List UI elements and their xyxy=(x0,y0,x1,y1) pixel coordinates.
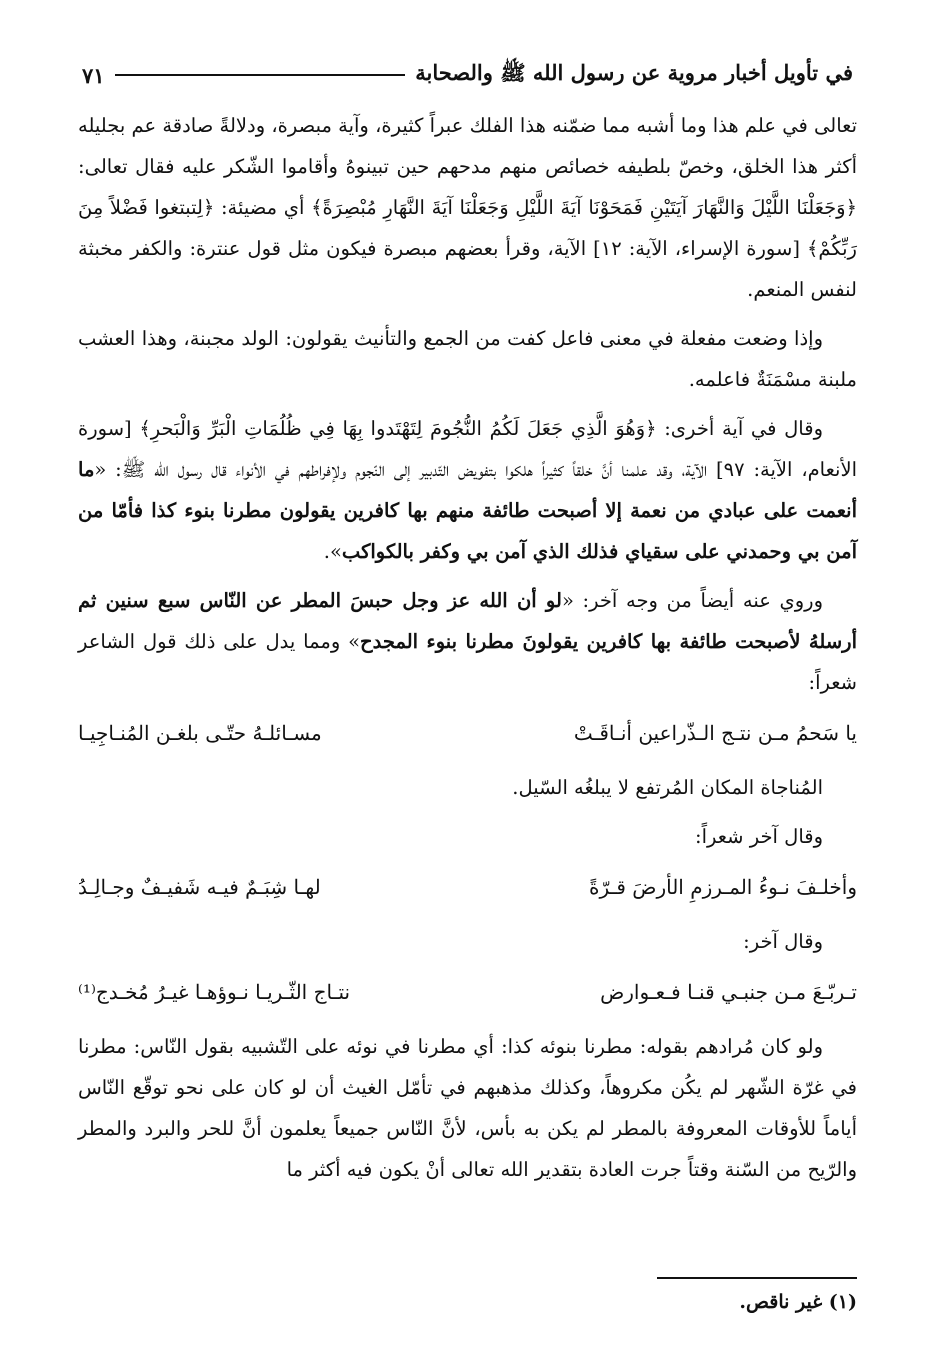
verse-1-first-hemistich: يا سَحمُ مـن نتـج الـذّراعين أنـاقَـتْ xyxy=(573,721,857,745)
paragraph-3 xyxy=(78,408,857,572)
paragraph-5: ولو كان مُرادهم بقوله: مطرنا بنوئه كذا: أي مطرنا في نوئه على التّشبيه بقول النّاس: مطرنا في غرّة الشّهر لم يكُن مكروهاً، وكذلك مذهبهم في تأمّل الغيث أن لو كان على نحو توقّع النّاس أياماً للأوقات المعروفة بالمطر لم يكن به بأس، لأنَّ النّاس جميعاً يعلمون أنَّ للحر والبرد والمطر والرّيح من السّنة وقتاً جرت العادة بتقدير الله تعالى أنْ يكون فيه أكثر ما xyxy=(78,1035,857,1181)
verse-2-first-hemistich: وأخلـفَ نـوءُ المـرزمِ الأرضَ قـرّةً xyxy=(588,875,857,899)
verse-1-second-hemistich: مسـائلـهُ حتّـى بلغـن المُنـاجِيـا xyxy=(78,721,322,745)
hadith-quote-1: ما أنعمت على عبادي من نعمة إلا أصبحت طائفة منهم بها كافرين يقولون مطرنا بنوء كذا فأمّا من آمن بي وحمدني على سقياي فذلك الذي آمن بي وكفر بالكواكب xyxy=(78,458,857,563)
poem-intro-2: وقال آخر شعراً: xyxy=(695,825,823,848)
verse-3 xyxy=(78,970,857,1014)
page-number: ٧١ xyxy=(82,62,105,88)
paragraph-2: وإذا وضعت مفعلة في معنى فاعل كفت من الجمع والتأنيث يقولون: الولد مجبنة، وهذا العشب ملبنة مسْمَنَةٌ فاعلمه. xyxy=(78,327,857,391)
paragraph-4-text: وروي عنه أيضاً من وجه آخر: « xyxy=(561,589,823,612)
hadith-quote-2: لو أن الله عز وجل حبسَ المطر عن النّاس سبع سنين ثم أرسلهُ لأصبحت طائفة بها كافرين يقولونَ مطرنا بنوء المجدح xyxy=(78,589,857,653)
header-rule xyxy=(115,74,406,76)
header-title: في تأويل أخبار مروية عن رسول الله ﷺ والصحابة xyxy=(415,59,853,85)
paragraph-3-text: وقال في آية أخرى: ﴿وَهُوَ الَّذِي جَعَلَ لَكُمُ النُّجُومَ لِتَهْتَدوا بِهَا فِي ظُلُمَاتِ الْبَرِّ وَالْبَحرِ﴾ [سورة الأنعام، الآية: ٩٧] الآية، وقد علمنا أنَّ خلقاً كثيراً هلكوا بتفويض التّدبير إلى النّجوم ولإفراطهم في الأنواء قال رسول الله ﷺ: « xyxy=(78,417,857,481)
body-text xyxy=(78,105,857,1198)
paragraph-4-end: » ومما يدل على ذلك قول الشاعر شعراً: xyxy=(78,630,857,694)
paragraph-3-end: ». xyxy=(323,540,342,563)
poem-intro-3: وقال آخر: xyxy=(743,930,823,953)
verse-2-second-hemistich: لهـا شِبَـمٌ فيـه شَفيـفٌ وجـالِـدُ xyxy=(78,875,321,899)
verse-1-note: المُناجاة المكان المُرتفع لا يبلغُه السّيل. xyxy=(512,776,823,799)
footnote: (١) غير ناقص. xyxy=(739,1291,857,1313)
verse-1 xyxy=(78,711,857,755)
footnote-rule xyxy=(657,1277,857,1279)
verse-3-first-hemistich: تـربّـعَ مـن جنبـي قنـا فـعـوارض xyxy=(600,980,857,1004)
verse-2 xyxy=(78,865,857,909)
paragraph-4 xyxy=(78,580,857,703)
running-header xyxy=(82,55,853,95)
verse-3-second-hemistich: نتـاج الثّـريـا نـوؤهـا غيـرُ مُخـدج⁽¹⁾ xyxy=(78,980,351,1004)
paragraph-1: تعالى في علم هذا وما أشبه مما ضمّنه هذا الفلك عبراً كثيرة، وآية مبصرة، ودلالةً صادقة عم بجليله أكثر هذا الخلق، وخصّ بلطيفه خصائص منهم مدحهم حين تبينوهُ وأقاموا الشّكر عليه فقال تعالى: ﴿وَجَعَلْنَا اللَّيْلَ وَالنَّهَارَ آيَتَيْنِ فَمَحَوْنَا آيَةَ اللَّيْلِ وَجَعَلْنَا آيَةَ النَّهَارِ مُبْصِرَةً﴾ أي مضيئة: ﴿لِتبتغوا فَضْلاً مِنَ رَبِّكُمْ﴾ [سورة الإسراء، الآية: ١٢] الآية، وقرأ بعضهم مبصرة فيكون مثل قول عنترة: والكفر مخبثة لنفس المنعم. xyxy=(78,114,857,301)
